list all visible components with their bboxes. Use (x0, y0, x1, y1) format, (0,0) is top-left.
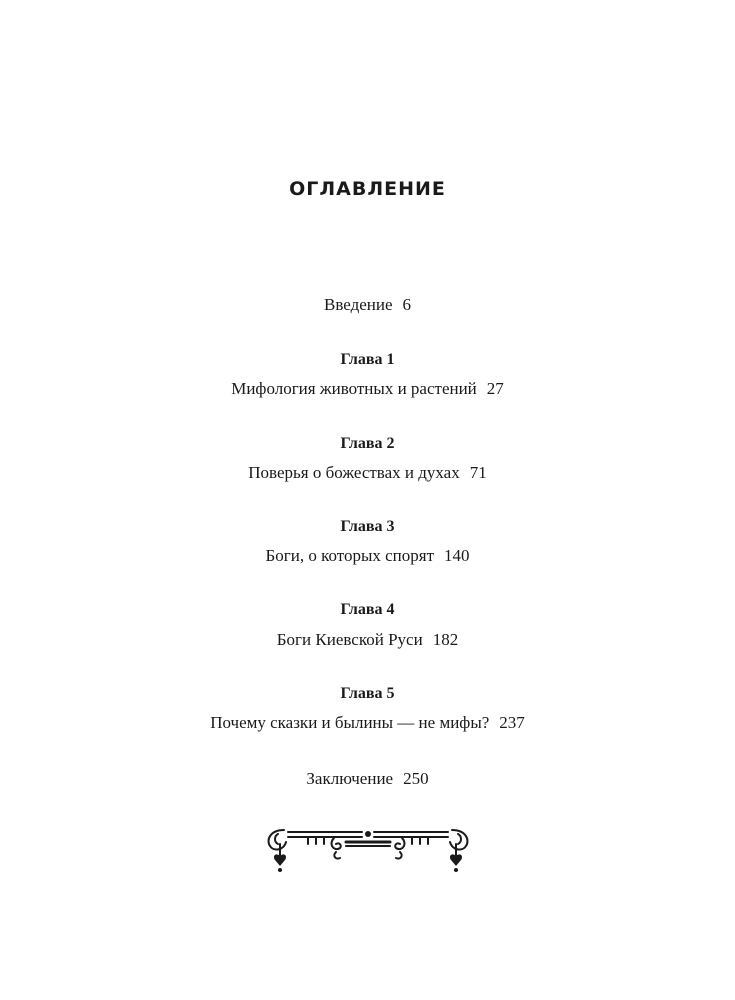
entry-title: Почему сказки и былины — не мифы? (210, 713, 490, 732)
decorative-divider-icon (262, 822, 474, 878)
chapter-5-label: Глава 5 (340, 685, 395, 702)
toc-entry-chapter-3[interactable] (0, 546, 735, 566)
entry-page: 27 (486, 379, 504, 398)
entry-title: Заключение (306, 769, 394, 788)
toc-entry-intro[interactable] (0, 295, 735, 315)
chapter-4-label: Глава 4 (340, 601, 395, 618)
entry-page: 71 (469, 463, 487, 482)
entry-title: Мифология животных и растений (231, 379, 477, 398)
chapter-3-label: Глава 3 (340, 518, 395, 535)
chapter-2-label: Глава 2 (340, 435, 395, 452)
entry-page: 250 (403, 769, 429, 788)
toc-entry-chapter-5[interactable] (0, 713, 735, 733)
toc-entry-chapter-4[interactable] (0, 630, 735, 650)
entry-title: Боги, о которых спорят (265, 546, 435, 565)
toc-title: ОГЛАВЛЕНИЕ (289, 178, 446, 200)
entry-title: Боги Киевской Руси (276, 630, 423, 649)
toc-entry-chapter-2[interactable] (0, 463, 735, 483)
entry-page: 237 (499, 713, 525, 732)
entry-title: Введение (323, 295, 393, 314)
entry-page: 140 (444, 546, 470, 565)
chapter-1-label: Глава 1 (340, 351, 395, 368)
entry-title: Поверья о божествах и духах (248, 463, 460, 482)
entry-page: 6 (402, 295, 412, 314)
toc-entry-conclusion[interactable] (0, 769, 735, 789)
toc-entry-chapter-1[interactable] (0, 379, 735, 399)
entry-page: 182 (432, 630, 459, 649)
